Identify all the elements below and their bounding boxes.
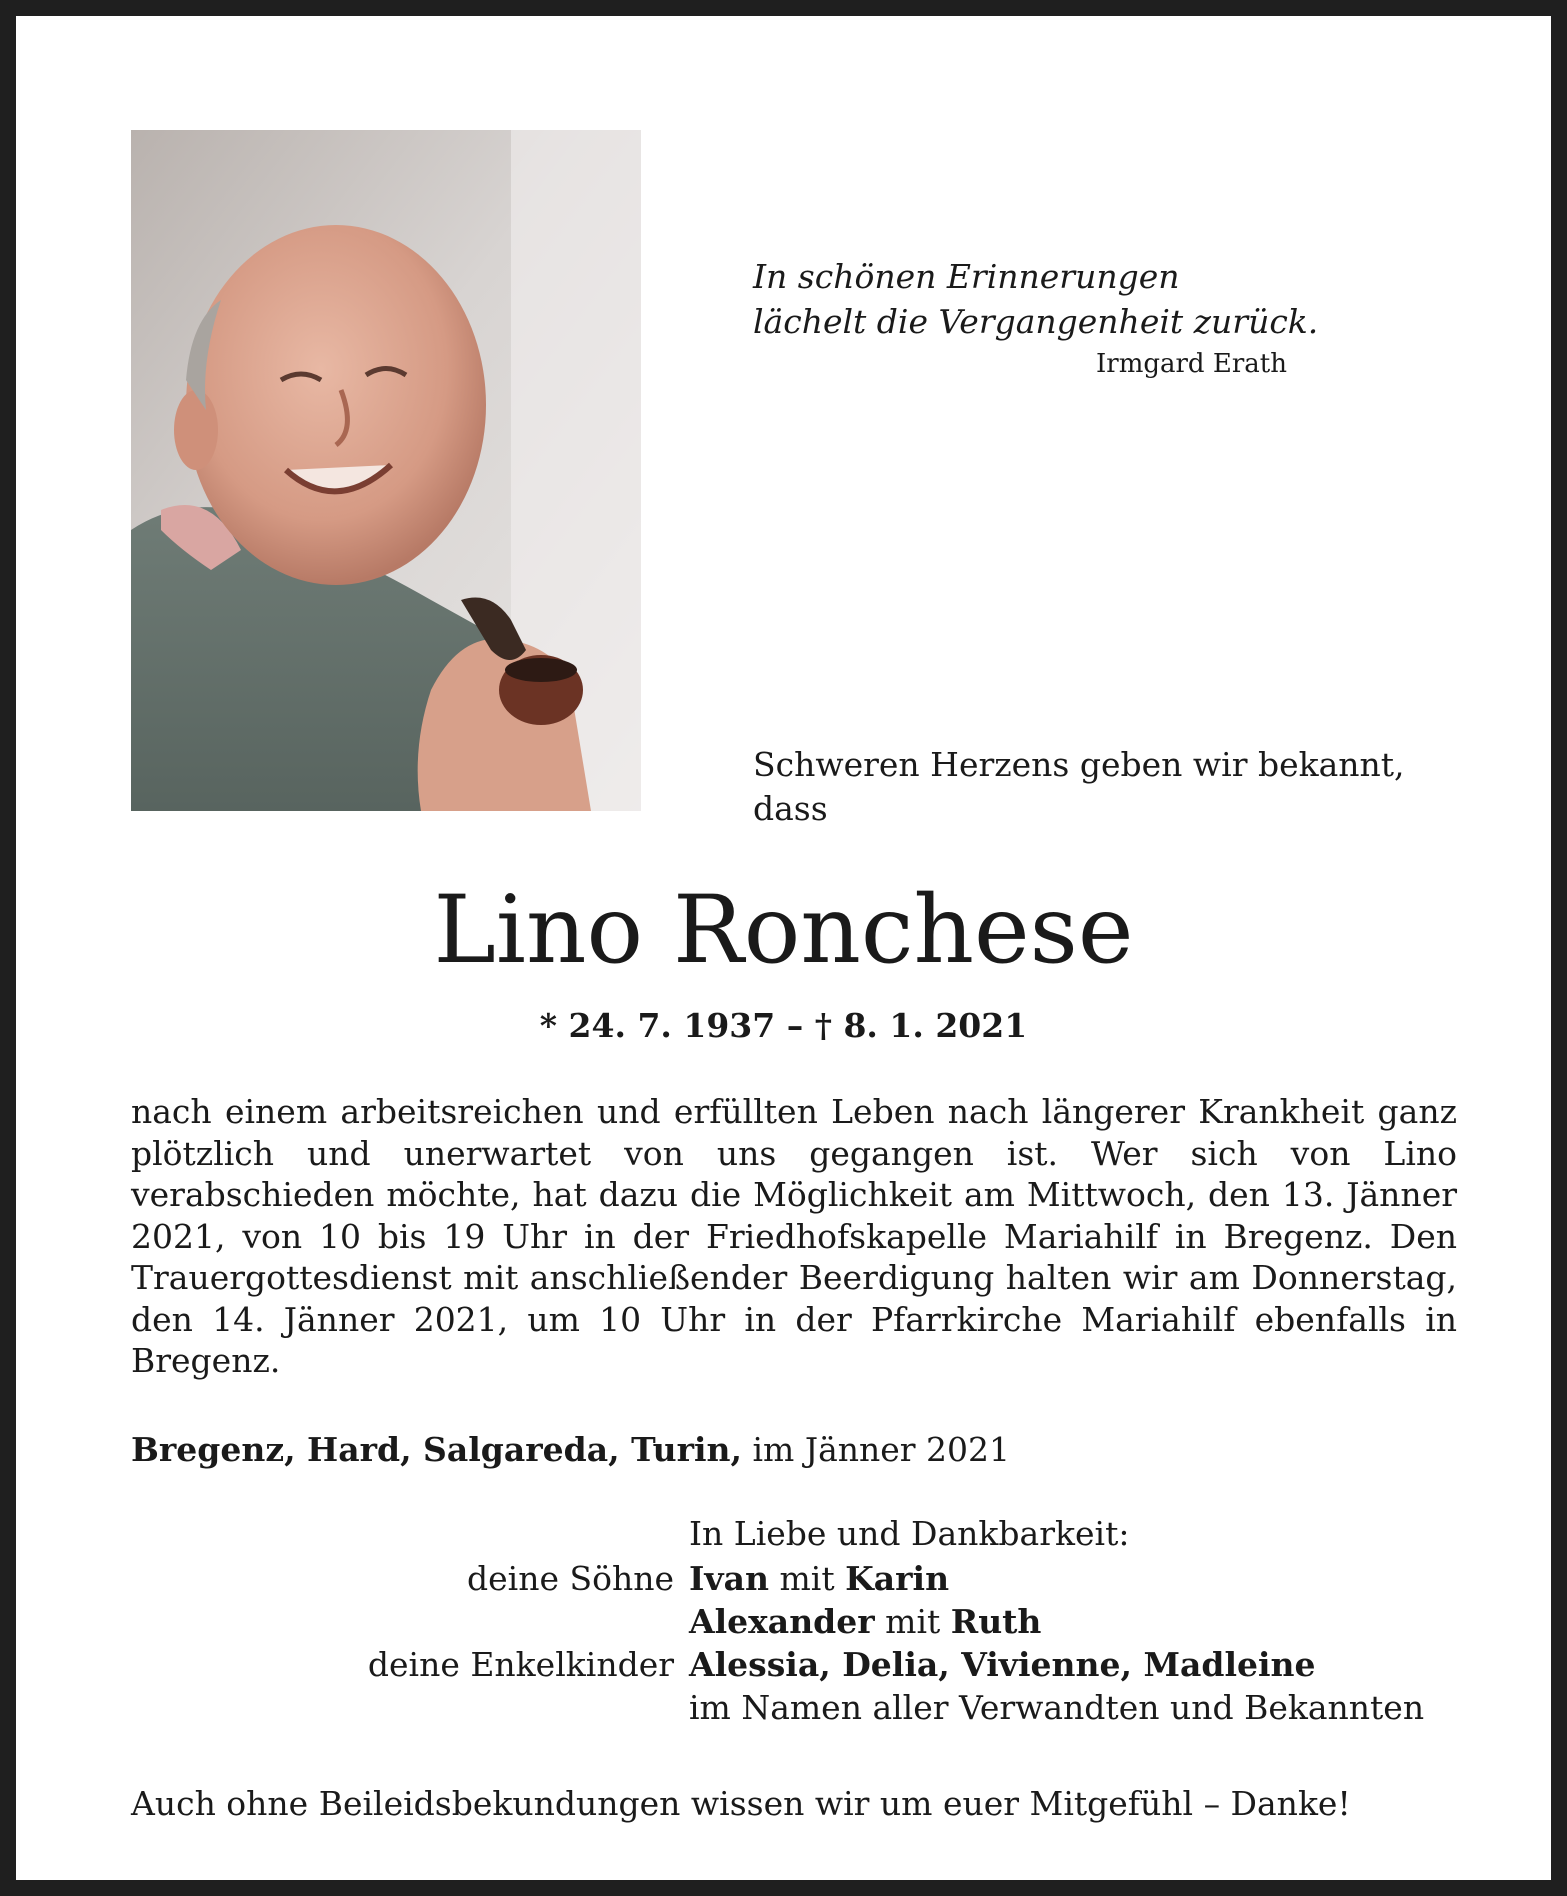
life-dates: * 24. 7. 1937 – † 8. 1. 2021 xyxy=(539,1006,1028,1045)
portrait-photo-icon xyxy=(131,130,641,811)
places: Bregenz, Hard, Salgareda, Turin, xyxy=(131,1430,742,1469)
announcement-body: nach einem arbeitsreichen und erfüllten Leben nach längerer Krankheit ganz plötzlich und unerwartet von uns gegangen ist. Wer sich von Lino verabschieden möchte, hat dazu die Möglichkeit am Mittwoch, den 13. Jänner 2021, von 10 bis 19 Uhr in der Friedhofskapelle Mariahilf in Bregenz. Den Trauergottesdienst mit anschließender Beerdigung halten wir am Donnerstag, den 14. Jänner 2021, um 10 Uhr in der Pfarrkirche Mariahilf ebenfalls in Bregenz. xyxy=(131,1092,1457,1380)
signoff-heading: In Liebe und Dankbarkeit: xyxy=(689,1514,1130,1553)
son-2 xyxy=(689,1600,1041,1643)
closing-thanks: Auch ohne Beileidsbekundungen wissen wir um euer Mitgefühl – Danke! xyxy=(131,1784,1351,1823)
family-list xyxy=(16,1557,1567,1729)
grandchildren xyxy=(689,1643,1316,1686)
son-1-partner: Karin xyxy=(845,1559,950,1598)
grandchildren-names: Alessia, Delia, Vivienne, Madleine xyxy=(689,1645,1316,1684)
son-1-connector: mit xyxy=(779,1559,835,1598)
son-2-connector: mit xyxy=(885,1602,941,1641)
son-1-name: Ivan xyxy=(689,1559,769,1598)
quote-author: Irmgard Erath xyxy=(1096,349,1287,379)
memorial-quote xyxy=(753,254,1318,344)
intro-line-1: Schweren Herzens geben wir bekannt, xyxy=(753,745,1405,784)
family-row-relatives xyxy=(16,1686,1567,1729)
place-date-line xyxy=(131,1430,1010,1469)
announcement-intro xyxy=(753,743,1405,831)
sons-label: deine Söhne xyxy=(467,1559,674,1598)
intro-line-2: dass xyxy=(753,789,828,828)
family-row-sons-1 xyxy=(16,1557,1567,1600)
son-2-partner: Ruth xyxy=(950,1602,1042,1641)
relatives: im Namen aller Verwandten und Bekannten xyxy=(689,1688,1425,1727)
deceased-name: Lino Ronchese xyxy=(433,876,1134,985)
quote-line-1: In schönen Erinnerungen xyxy=(753,257,1180,296)
grandchildren-label: deine Enkelkinder xyxy=(367,1645,674,1684)
portrait-photo xyxy=(131,130,641,811)
announcement-date: im Jänner 2021 xyxy=(752,1430,1011,1469)
quote-line-2: lächelt die Vergangenheit zurück. xyxy=(753,302,1319,341)
family-row-grandchildren xyxy=(16,1643,1567,1686)
son-2-name: Alexander xyxy=(689,1602,875,1641)
son-1 xyxy=(689,1557,949,1600)
family-row-sons-2 xyxy=(16,1600,1567,1643)
